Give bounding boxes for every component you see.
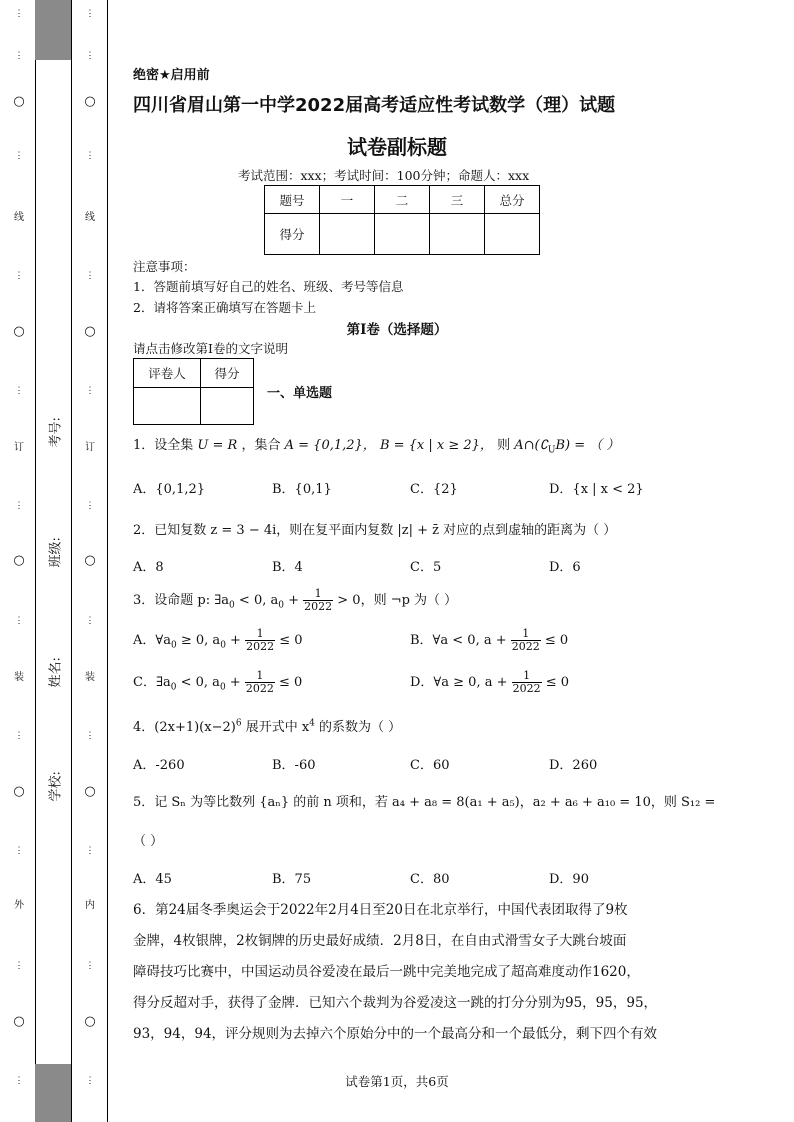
fraction-numerator: 1 — [245, 628, 275, 641]
q4-option-b[interactable]: B．-60 — [272, 758, 316, 773]
binding-char-zhuang: 装 — [14, 672, 24, 683]
circle-mark: ○ — [13, 324, 25, 339]
label-name: 姓名: — [48, 657, 64, 688]
q1-stem: 则 — [497, 438, 511, 453]
dots-6: ⋮ — [14, 501, 24, 511]
q3-option-b[interactable] — [410, 628, 568, 653]
score-cell — [430, 214, 485, 255]
binding-char-xian: 线 — [14, 212, 24, 223]
question-3 — [133, 588, 457, 613]
fraction-numerator: 1 — [512, 670, 542, 683]
circle-mark: ○ — [13, 94, 25, 109]
circle-mark: ○ — [13, 1014, 25, 1029]
confidential-mark: 绝密★启用前 — [133, 68, 210, 83]
grader-header: 评卷人 — [134, 359, 201, 388]
opt-sub: 0 — [219, 682, 226, 693]
section-title: 第I卷（选择题） — [346, 322, 448, 338]
q3-stem: > 0，则 ¬p 为（ ） — [333, 593, 458, 608]
q1-option-d[interactable]: D．{x | x < 2} — [549, 482, 644, 497]
q3-sub: 0 — [278, 600, 284, 611]
dots-8: ⋮ — [85, 731, 95, 741]
score-header-cell: 二 — [375, 186, 430, 214]
opt-text: + — [225, 675, 245, 690]
page-subtitle: 试卷副标题 — [347, 135, 447, 159]
opt-text: ≥ 0, a — [176, 633, 221, 648]
notes-heading: 注意事项： — [133, 259, 196, 274]
grader-header: 得分 — [201, 359, 254, 388]
q4-stem: 展开式中 x — [241, 720, 310, 735]
fraction-denominator: 2022 — [512, 682, 541, 695]
q2-option-a[interactable]: A．8 — [133, 560, 164, 575]
note-item: 1．答题前填写好自己的姓名、班级、考号等信息 — [133, 279, 404, 294]
grader-table — [133, 358, 254, 425]
margin-line-inner — [107, 0, 108, 1122]
opt-fraction — [245, 670, 275, 695]
q3-stem: 3．设命题 p: ∃a — [133, 593, 230, 608]
opt-text: A．∀a — [133, 633, 171, 648]
q5-option-a[interactable]: A．45 — [133, 872, 172, 887]
dots-5: ⋮ — [85, 386, 95, 396]
part-title: 一、单选题 — [267, 386, 333, 401]
question-6 — [133, 895, 661, 1050]
q2-option-c[interactable]: C．5 — [410, 560, 442, 575]
q6-line: 障碍技巧比赛中，中国运动员谷爱凌在最后一跳中完美地完成了超高难度动作1620， — [133, 964, 640, 980]
q1-universal-set: U = R — [197, 438, 238, 453]
label-exam-number: 考号: — [48, 417, 64, 448]
q3-option-d[interactable] — [410, 670, 569, 695]
dots-3: ⋮ — [85, 151, 95, 161]
question-2: 2．已知复数 z = 3 − 4i，则在复平面内复数 |z| + z̄ 对应的点到虚轴的距离为（ ） — [133, 523, 617, 538]
dots-9: ⋮ — [85, 846, 95, 856]
section-instruction: 请点击修改第I卷的文字说明 — [133, 341, 288, 356]
dots-6: ⋮ — [85, 501, 95, 511]
dots-10: ⋮ — [85, 961, 95, 971]
opt-sub: 0 — [170, 682, 177, 693]
circle-mark: ○ — [13, 553, 25, 568]
dots-3: ⋮ — [14, 151, 24, 161]
q5-option-b[interactable]: B．75 — [272, 872, 312, 887]
q4-stem: 的系数为（ ） — [314, 720, 402, 735]
q1-option-a[interactable]: A．{0,1,2} — [133, 482, 206, 497]
dots-2: ⋮ — [85, 51, 95, 61]
opt-fraction — [245, 628, 275, 653]
circle-mark: ○ — [84, 1014, 96, 1029]
q1-option-c[interactable]: C．{2} — [410, 482, 458, 497]
q4-exponent: 6 — [235, 718, 242, 729]
page-title: 四川省眉山第一中学2022届高考适应性考试数学（理）试题 — [133, 95, 616, 116]
opt-text: ≤ 0 — [541, 675, 570, 690]
dots-11: ⋮ — [85, 1076, 95, 1086]
binding-char-nei: 内 — [85, 900, 95, 911]
binding-column-outer — [11, 0, 27, 1122]
circle-mark: ○ — [13, 784, 25, 799]
fraction-denominator: 2022 — [245, 682, 274, 695]
q5-option-d[interactable]: D．90 — [549, 872, 589, 887]
opt-text: D．∀a ≥ 0, a + — [410, 675, 512, 690]
q1-subscript: U — [547, 445, 556, 456]
score-row-label: 得分 — [265, 214, 320, 255]
binding-char-wai: 外 — [14, 900, 24, 911]
q3-sub: 0 — [229, 600, 235, 611]
grader-cell — [134, 388, 201, 425]
opt-sub: 0 — [171, 640, 177, 651]
dots-7: ⋮ — [85, 616, 95, 626]
label-class: 班级: — [48, 537, 64, 568]
opt-text: < 0, a — [176, 675, 220, 690]
q1-expression-end: B) = （ ） — [555, 438, 620, 453]
dots-1: ⋮ — [85, 9, 95, 19]
opt-text: + — [225, 633, 246, 648]
q4-option-a[interactable]: A．-260 — [133, 758, 185, 773]
fraction-denominator: 2022 — [246, 640, 275, 653]
q6-line: 6．第24届冬季奥运会于2022年2月4日至20日在北京举行，中国代表团取得了9枚 — [133, 902, 628, 918]
question-5: 5．记 Sₙ 为等比数列 {aₙ} 的前 n 项和，若 a₄ + a₈ = 8(a₁ + a₅)，a₂ + a₆ + a₁₀ = 10，则 S₁₂ = — [133, 795, 716, 810]
q4-option-c[interactable]: C．60 — [410, 758, 450, 773]
q1-stem: 1．设全集 — [133, 438, 194, 453]
fraction-numerator: 1 — [245, 670, 275, 683]
q4-exponent: 4 — [309, 718, 315, 729]
exam-info: 考试范围：xxx；考试时间：100分钟；命题人：xxx — [238, 168, 530, 183]
q3-stem: + — [283, 593, 304, 608]
binding-char-xian: 线 — [85, 212, 95, 223]
score-header-cell: 一 — [320, 186, 375, 214]
score-cell — [485, 214, 540, 255]
dots-7: ⋮ — [14, 616, 24, 626]
score-header-cell: 题号 — [265, 186, 320, 214]
binding-char-zhuang: 装 — [85, 672, 95, 683]
opt-sub: 0 — [220, 640, 226, 651]
circle-mark: ○ — [84, 94, 96, 109]
dots-11: ⋮ — [14, 1076, 24, 1086]
margin-line-mid — [71, 0, 72, 1122]
dots-4: ⋮ — [85, 271, 95, 281]
grader-cell — [201, 388, 254, 425]
fraction-numerator: 1 — [511, 628, 541, 641]
question-1 — [133, 434, 619, 456]
q5-option-c[interactable]: C．80 — [410, 872, 450, 887]
q3-option-c[interactable] — [133, 670, 302, 695]
q3-stem: < 0, a — [234, 593, 279, 608]
q2-option-d[interactable]: D．6 — [549, 560, 581, 575]
fraction-numerator: 1 — [303, 588, 333, 601]
label-school: 学校: — [48, 771, 64, 802]
q1-expression: A∩(∁ — [514, 438, 548, 453]
note-item: 2．请将答案正确填写在答题卡上 — [133, 300, 316, 315]
binding-char-ding: 订 — [14, 442, 24, 453]
q4-option-d[interactable]: D．260 — [549, 758, 598, 773]
opt-text: ≤ 0 — [275, 633, 303, 648]
circle-mark: ○ — [84, 324, 96, 339]
dots-8: ⋮ — [14, 731, 24, 741]
dots-5: ⋮ — [14, 386, 24, 396]
q1-stem: ，集合 — [241, 438, 281, 453]
q6-line: 93，94，94，评分规则为去掉六个原始分中的一个最高分和一个最低分，剩下四个有效 — [133, 1026, 658, 1042]
score-table — [264, 185, 540, 255]
opt-text: B．∀a < 0, a + — [410, 633, 511, 648]
q2-option-b[interactable]: B．4 — [272, 560, 303, 575]
binding-char-ding: 订 — [85, 442, 95, 453]
score-header-cell: 总分 — [485, 186, 540, 214]
question-4 — [133, 716, 401, 735]
margin-gray-bottom — [35, 1064, 71, 1122]
q3-fraction — [303, 588, 333, 613]
q6-line: 金牌，4枚银牌，2枚铜牌的历史最好成绩．2月8日，在自由式滑雪女子大跳台坡面 — [133, 933, 627, 949]
margin-line-outer — [35, 0, 36, 1122]
fraction-denominator: 2022 — [511, 640, 540, 653]
circle-mark: ○ — [84, 784, 96, 799]
page-footer: 试卷第1页，共6页 — [345, 1074, 449, 1089]
circle-mark: ○ — [84, 553, 96, 568]
dots-2: ⋮ — [14, 51, 24, 61]
score-header-cell: 三 — [430, 186, 485, 214]
q4-stem: 4．(2x+1)(x−2) — [133, 720, 236, 735]
opt-text: ≤ 0 — [540, 633, 569, 648]
dots-4: ⋮ — [14, 271, 24, 281]
q6-line: 得分反超对手，获得了金牌．已知六个裁判为谷爱凌这一跳的打分分别为95，95，95， — [133, 995, 658, 1011]
opt-text: ≤ 0 — [274, 675, 303, 690]
dots-9: ⋮ — [14, 846, 24, 856]
score-cell — [375, 214, 430, 255]
opt-fraction — [512, 670, 542, 695]
score-cell — [320, 214, 375, 255]
q1-set-a: A = {0,1,2}， — [284, 438, 376, 453]
q3-option-a[interactable] — [133, 628, 303, 653]
q5-answer-paren: （ ） — [133, 834, 164, 849]
binding-margin — [0, 0, 110, 1122]
opt-text: C．∃a — [133, 675, 171, 690]
dots-1: ⋮ — [14, 9, 24, 19]
margin-gray-top — [35, 0, 71, 60]
fraction-denominator: 2022 — [304, 600, 333, 613]
opt-fraction — [511, 628, 541, 653]
q1-option-b[interactable]: B．{0,1} — [272, 482, 332, 497]
dots-10: ⋮ — [14, 961, 24, 971]
q1-set-b: B = {x | x ≥ 2}， — [379, 438, 493, 453]
binding-column-inner — [82, 0, 98, 1122]
